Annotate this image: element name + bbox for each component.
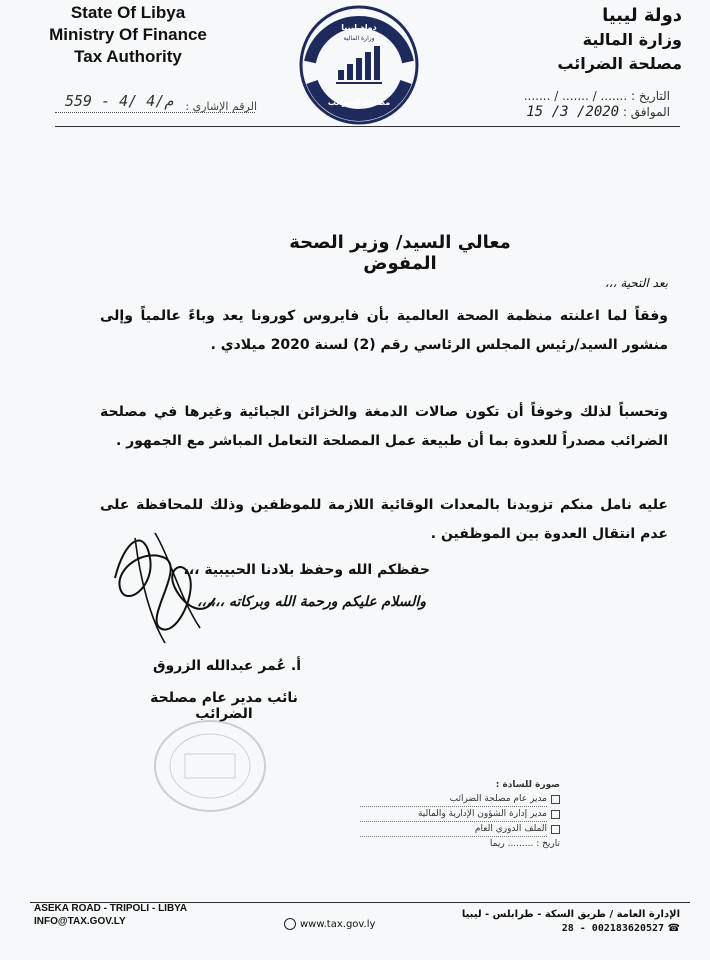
paragraph-3: عليه نامل منكم تزويدنا بالمعدات الوقائية اللازمة للموظفين وذلك للمحافظة على عدم انتقال العدوة بين الموظفين .: [100, 497, 668, 542]
header-authority-ar: مصلحة الضرائب: [557, 54, 682, 73]
copy-item: الملف الدوري العام: [360, 822, 560, 837]
checkbox-icon: [551, 810, 560, 819]
addressee: معالي السيد/ وزير الصحة المفوض: [289, 232, 511, 274]
website-link[interactable]: www.tax.gov.ly: [300, 918, 376, 930]
closing-salutation: والسلام عليكم ورحمة الله وبركاته ،،،،،،: [197, 594, 426, 610]
reference-row: [55, 92, 265, 122]
header-ministry-en: Ministry Of Finance: [49, 25, 207, 44]
bar-chart-icon: [336, 46, 382, 84]
hijri-date-label: التاريخ : ....... / ....... / .......: [523, 89, 670, 103]
footer-phone: 002183620527 - 28: [561, 923, 665, 934]
header-state-en: State Of Libya: [70, 3, 186, 22]
header-authority-en: Tax Authority: [74, 47, 182, 66]
copy-item: مدير إدارة الشؤون الإدارية والمالية: [360, 807, 560, 822]
copy-item: مدير عام مصلحة الضرائب: [360, 792, 560, 807]
reference-label: الرقم الإشاري :: [185, 100, 257, 113]
copies-list: [360, 778, 560, 851]
globe-icon: [284, 918, 296, 930]
logo-bottom-text: مصلحة الضرائب: [327, 98, 391, 107]
footer-left: [34, 902, 187, 928]
footer-address-en: ASEKA ROAD - TRIPOLI - LIBYA: [34, 903, 188, 914]
signer-name: أ. عُمر عبدالله الزروق: [152, 658, 302, 674]
footer-website: [284, 918, 375, 930]
phone-icon: ☎: [667, 923, 680, 934]
gregorian-date-label: الموافق :: [622, 105, 670, 119]
footer-right: [462, 908, 680, 936]
footer-address-ar: الإدارة العامة / طريق السكة - طرابلس - ليبيا: [461, 909, 680, 920]
logo-sub-text: وزارة المالية: [343, 35, 375, 42]
date-block: [450, 88, 670, 120]
tax-authority-logo: [296, 2, 422, 128]
copies-footer-note: تاريخ : ......... ريما: [489, 839, 560, 849]
gregorian-date-row: [450, 104, 670, 120]
checkbox-icon: [551, 825, 560, 834]
footer-phone-row: [462, 922, 680, 936]
greeting: بعد التحية ،،،: [604, 276, 668, 290]
handwritten-signature: [105, 518, 225, 648]
signer-title: نائب مدير عام مصلحة الضرائب: [150, 690, 298, 722]
header-ministry-ar: وزارة المالية: [582, 30, 682, 49]
header-english: [28, 2, 228, 68]
header-divider: [55, 126, 680, 127]
closing-blessing: حفظكم الله وحفظ بلادنا الحبيبية ،،،: [183, 562, 430, 578]
header-state-ar: دولة ليبيا: [602, 5, 682, 26]
reference-number: 559 - 4/ م/4: [65, 92, 174, 110]
paragraph-2: وتحسباً لذلك وخوفاً أن تكون صالات الدمغة والخزائن الجبائية وغيرها في مصلحة الضرائب مصدراً للعدوة بما أن طبيعة عمل المصلحة التعامل المباشر مع الجمهور .: [100, 404, 668, 449]
copies-heading: صورة للسادة :: [495, 780, 560, 790]
gregorian-date-value: 2020/ 3/ 15: [526, 104, 620, 120]
official-stamp: [150, 716, 270, 816]
logo-top-text: دولة ليبيا: [341, 23, 377, 32]
header-arabic: [512, 4, 682, 76]
footer-email: INFO@TAX.GOV.LY: [34, 916, 126, 927]
paragraph-1: وفقاً لما اعلنته منظمة الصحة العالمية بأن فايروس كورونا يعد وباءً عالمياً وإلى منشور السيد/رئيس المجلس الرئاسي رقم (2) لسنة 2020 ميلادي .: [100, 308, 668, 353]
reference-underline: [55, 112, 255, 113]
checkbox-icon: [551, 795, 560, 804]
